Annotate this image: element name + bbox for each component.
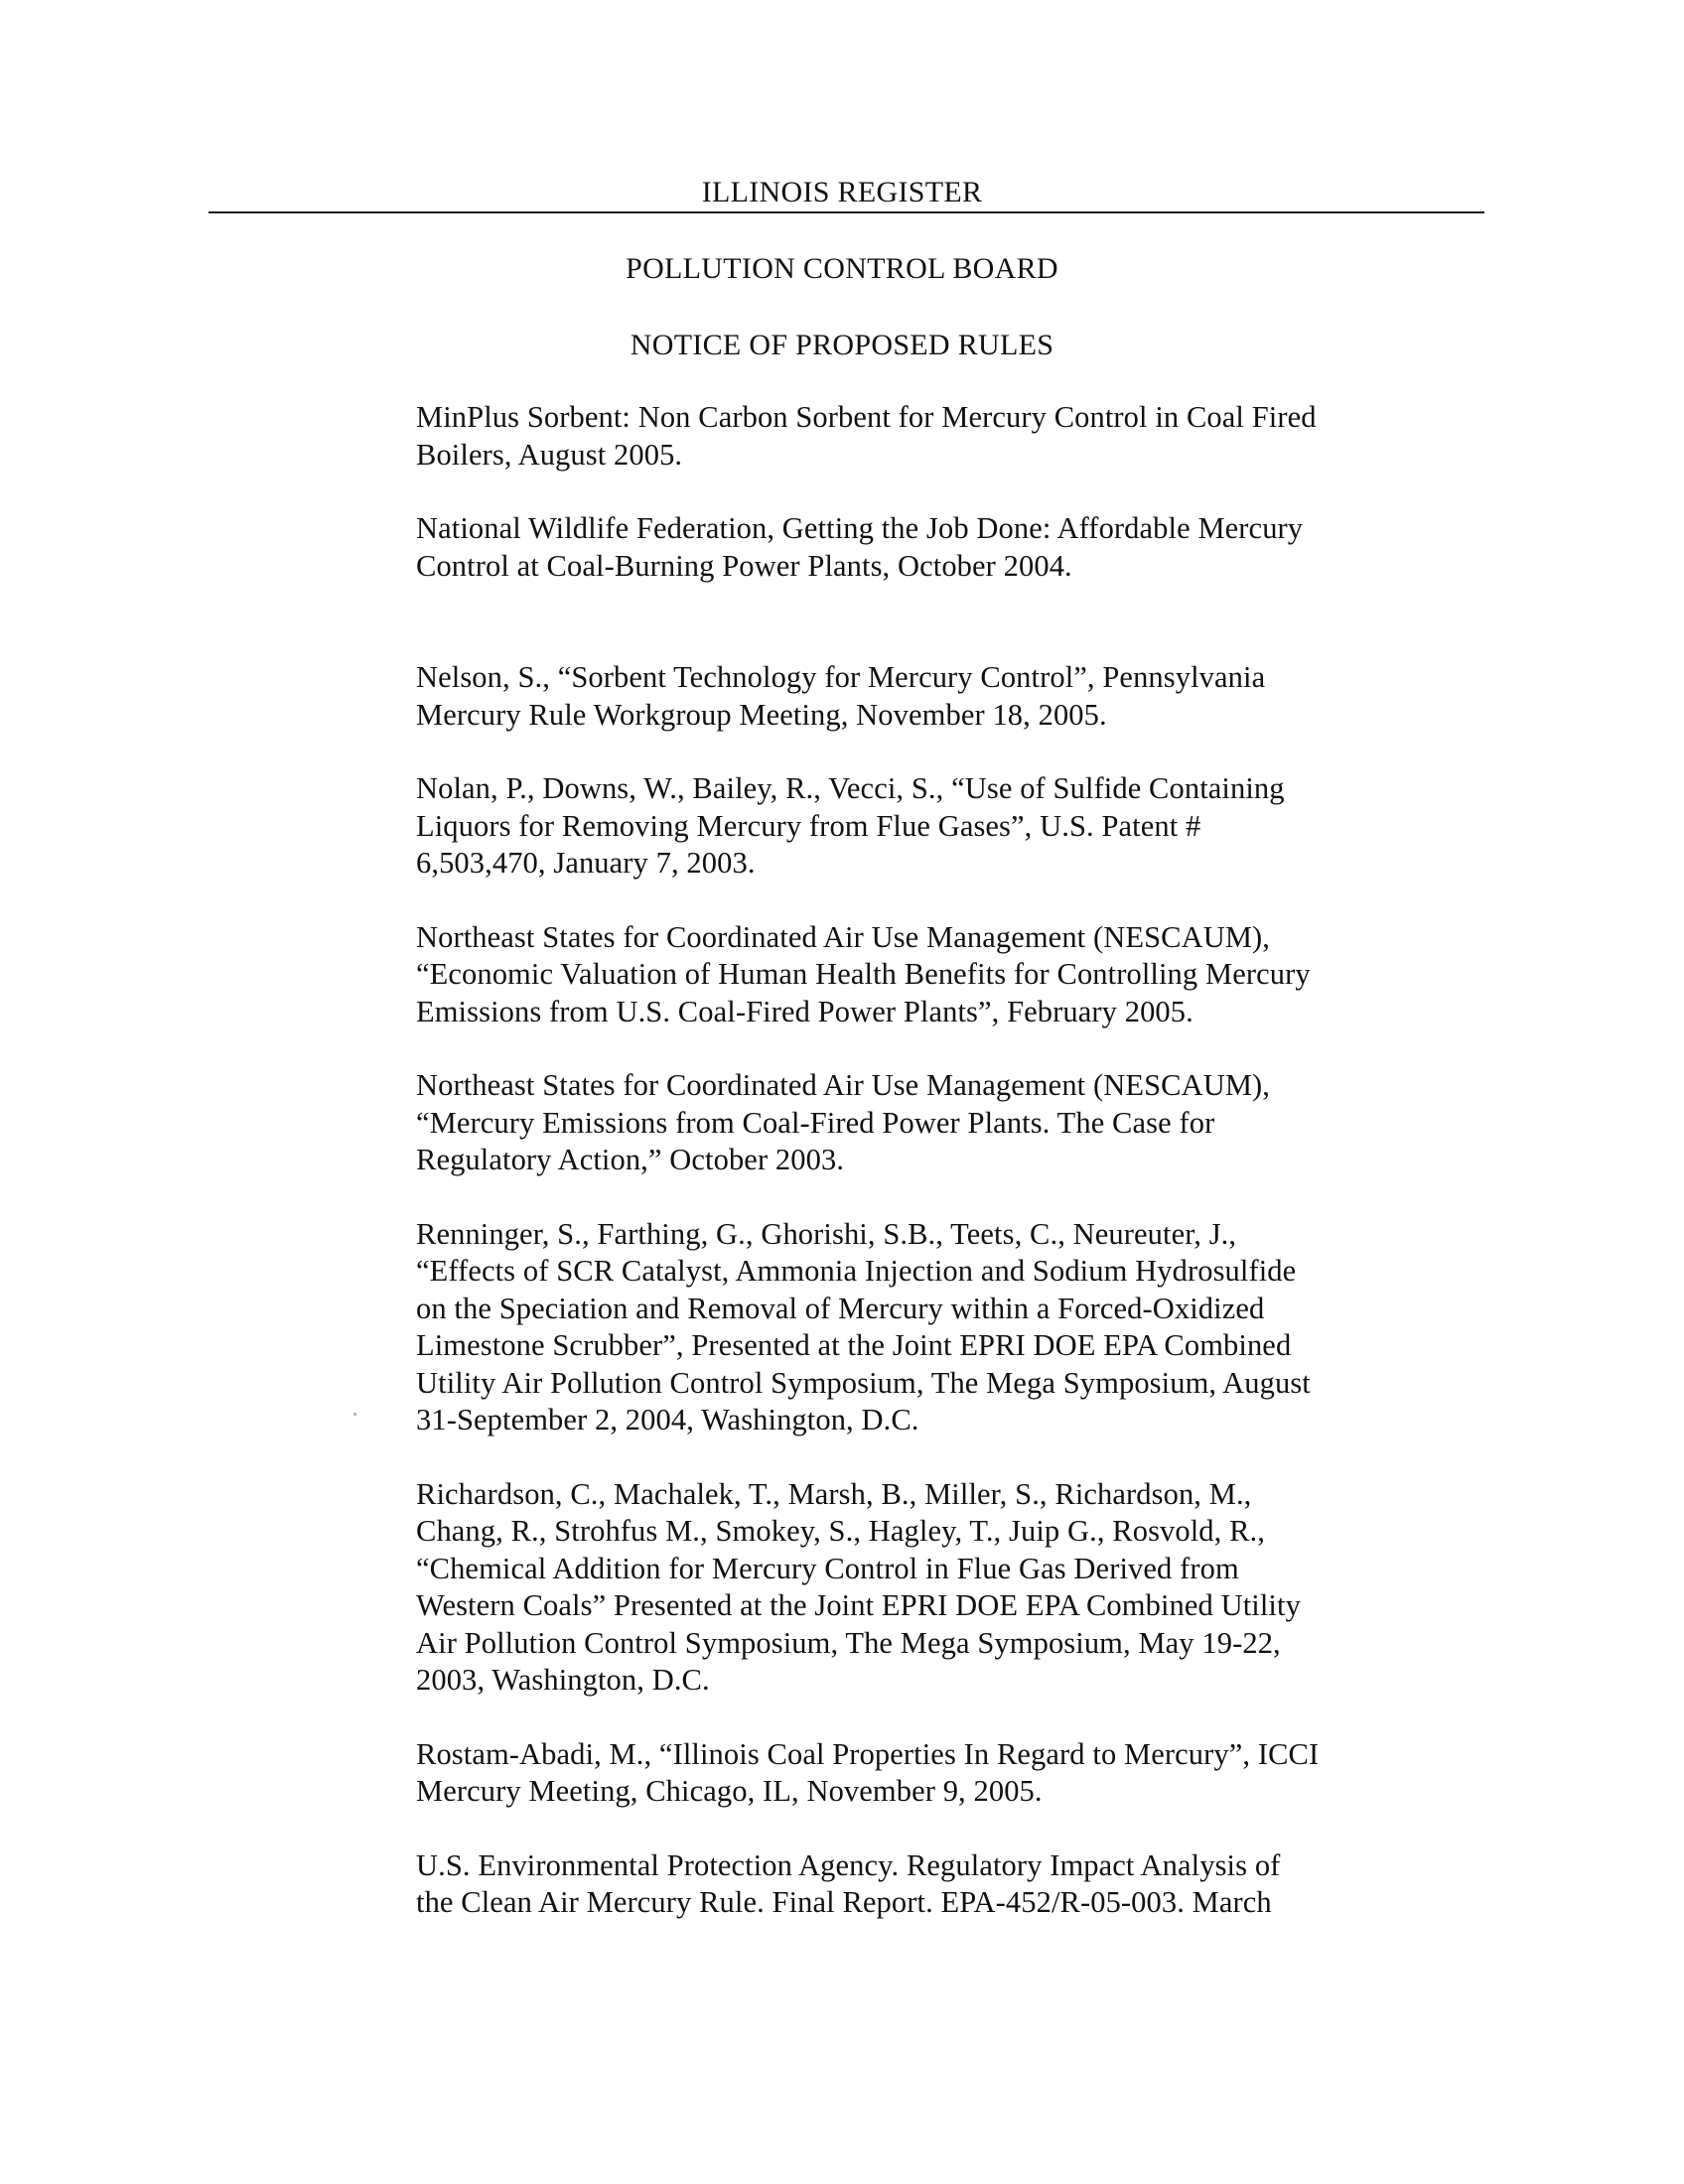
reference-line: National Wildlife Federation, Getting the Job Done: Affordable Mercury	[416, 511, 1304, 545]
register-header-title: ILLINOIS REGISTER	[701, 176, 983, 208]
reference-line: Air Pollution Control Symposium, The Mega Symposium, May 19-22,	[416, 1625, 1281, 1660]
margin-mark	[353, 1413, 356, 1416]
reference-entry	[416, 770, 1389, 883]
reference-line: on the Speciation and Removal of Mercury within a Forced-Oxidized	[416, 1291, 1265, 1325]
reference-entry	[416, 1216, 1389, 1439]
reference-line: MinPlus Sorbent: Non Carbon Sorbent for Mercury Control in Coal Fired	[416, 400, 1317, 434]
reference-line: Emissions from U.S. Coal-Fired Power Plants”, February 2005.	[416, 994, 1193, 1028]
reference-entry	[416, 399, 1389, 474]
reference-entry	[416, 510, 1389, 585]
reference-line: Nolan, P., Downs, W., Bailey, R., Vecci, S., “Use of Sulfide Containing	[416, 771, 1285, 805]
reference-line: Renninger, S., Farthing, G., Ghorishi, S.B., Teets, C., Neureuter, J.,	[416, 1216, 1237, 1251]
reference-line: the Clean Air Mercury Rule. Final Report. EPA-452/R-05-003. March	[416, 1885, 1272, 1919]
reference-line: Northeast States for Coordinated Air Use Management (NESCAUM),	[416, 919, 1271, 954]
reference-line: “Effects of SCR Catalyst, Ammonia Injection and Sodium Hydrosulfide	[416, 1254, 1297, 1288]
reference-line: Mercury Meeting, Chicago, IL, November 9, 2005.	[416, 1774, 1043, 1808]
reference-line: Richardson, C., Machalek, T., Marsh, B., Miller, S., Richardson, M.,	[416, 1476, 1252, 1511]
reference-line: Northeast States for Coordinated Air Use Management (NESCAUM),	[416, 1068, 1271, 1102]
reference-entry	[416, 919, 1389, 1031]
reference-line: Chang, R., Strohfus M., Smokey, S., Hagley, T., Juip G., Rosvold, R.,	[416, 1514, 1266, 1548]
reference-line: Boilers, August 2005.	[416, 437, 683, 472]
reference-line: 2003, Washington, D.C.	[416, 1663, 710, 1697]
reference-line: 6,503,470, January 7, 2003.	[416, 846, 756, 880]
reference-line: “Mercury Emissions from Coal-Fired Power Plants. The Case for	[416, 1105, 1215, 1140]
reference-line: “Chemical Addition for Mercury Control in Flue Gas Derived from	[416, 1551, 1239, 1585]
reference-line: Mercury Rule Workgroup Meeting, November 18, 2005.	[416, 697, 1107, 732]
header-rule	[209, 211, 1484, 213]
reference-entry	[416, 659, 1389, 734]
reference-line: Rostam-Abadi, M., “Illinois Coal Properties In Regard to Mercury”, ICCI	[416, 1736, 1320, 1771]
reference-entry	[416, 1476, 1389, 1700]
reference-line: Regulatory Action,” October 2003.	[416, 1143, 845, 1176]
reference-list	[416, 399, 1389, 1959]
reference-line: Control at Coal-Burning Power Plants, October 2004.	[416, 548, 1072, 583]
reference-line: Nelson, S., “Sorbent Technology for Mercury Control”, Pennsylvania	[416, 660, 1266, 694]
notice-heading: NOTICE OF PROPOSED RULES	[630, 329, 1054, 361]
reference-line: Liquors for Removing Mercury from Flue Gases”, U.S. Patent #	[416, 808, 1201, 843]
reference-entry	[416, 1736, 1389, 1811]
reference-line: 31-September 2, 2004, Washington, D.C.	[416, 1403, 919, 1436]
board-heading: POLLUTION CONTROL BOARD	[626, 252, 1058, 285]
reference-line: Western Coals” Presented at the Joint EPRI DOE EPA Combined Utility	[416, 1588, 1301, 1622]
reference-line: Limestone Scrubber”, Presented at the Joint EPRI DOE EPA Combined	[416, 1328, 1292, 1362]
reference-entry	[416, 1847, 1389, 1922]
reference-line: “Economic Valuation of Human Health Benefits for Controlling Mercury	[416, 957, 1311, 991]
reference-line: U.S. Environmental Protection Agency. Regulatory Impact Analysis of	[416, 1847, 1281, 1882]
reference-line: Utility Air Pollution Control Symposium, The Mega Symposium, August	[416, 1365, 1311, 1400]
reference-entry	[416, 1067, 1389, 1179]
